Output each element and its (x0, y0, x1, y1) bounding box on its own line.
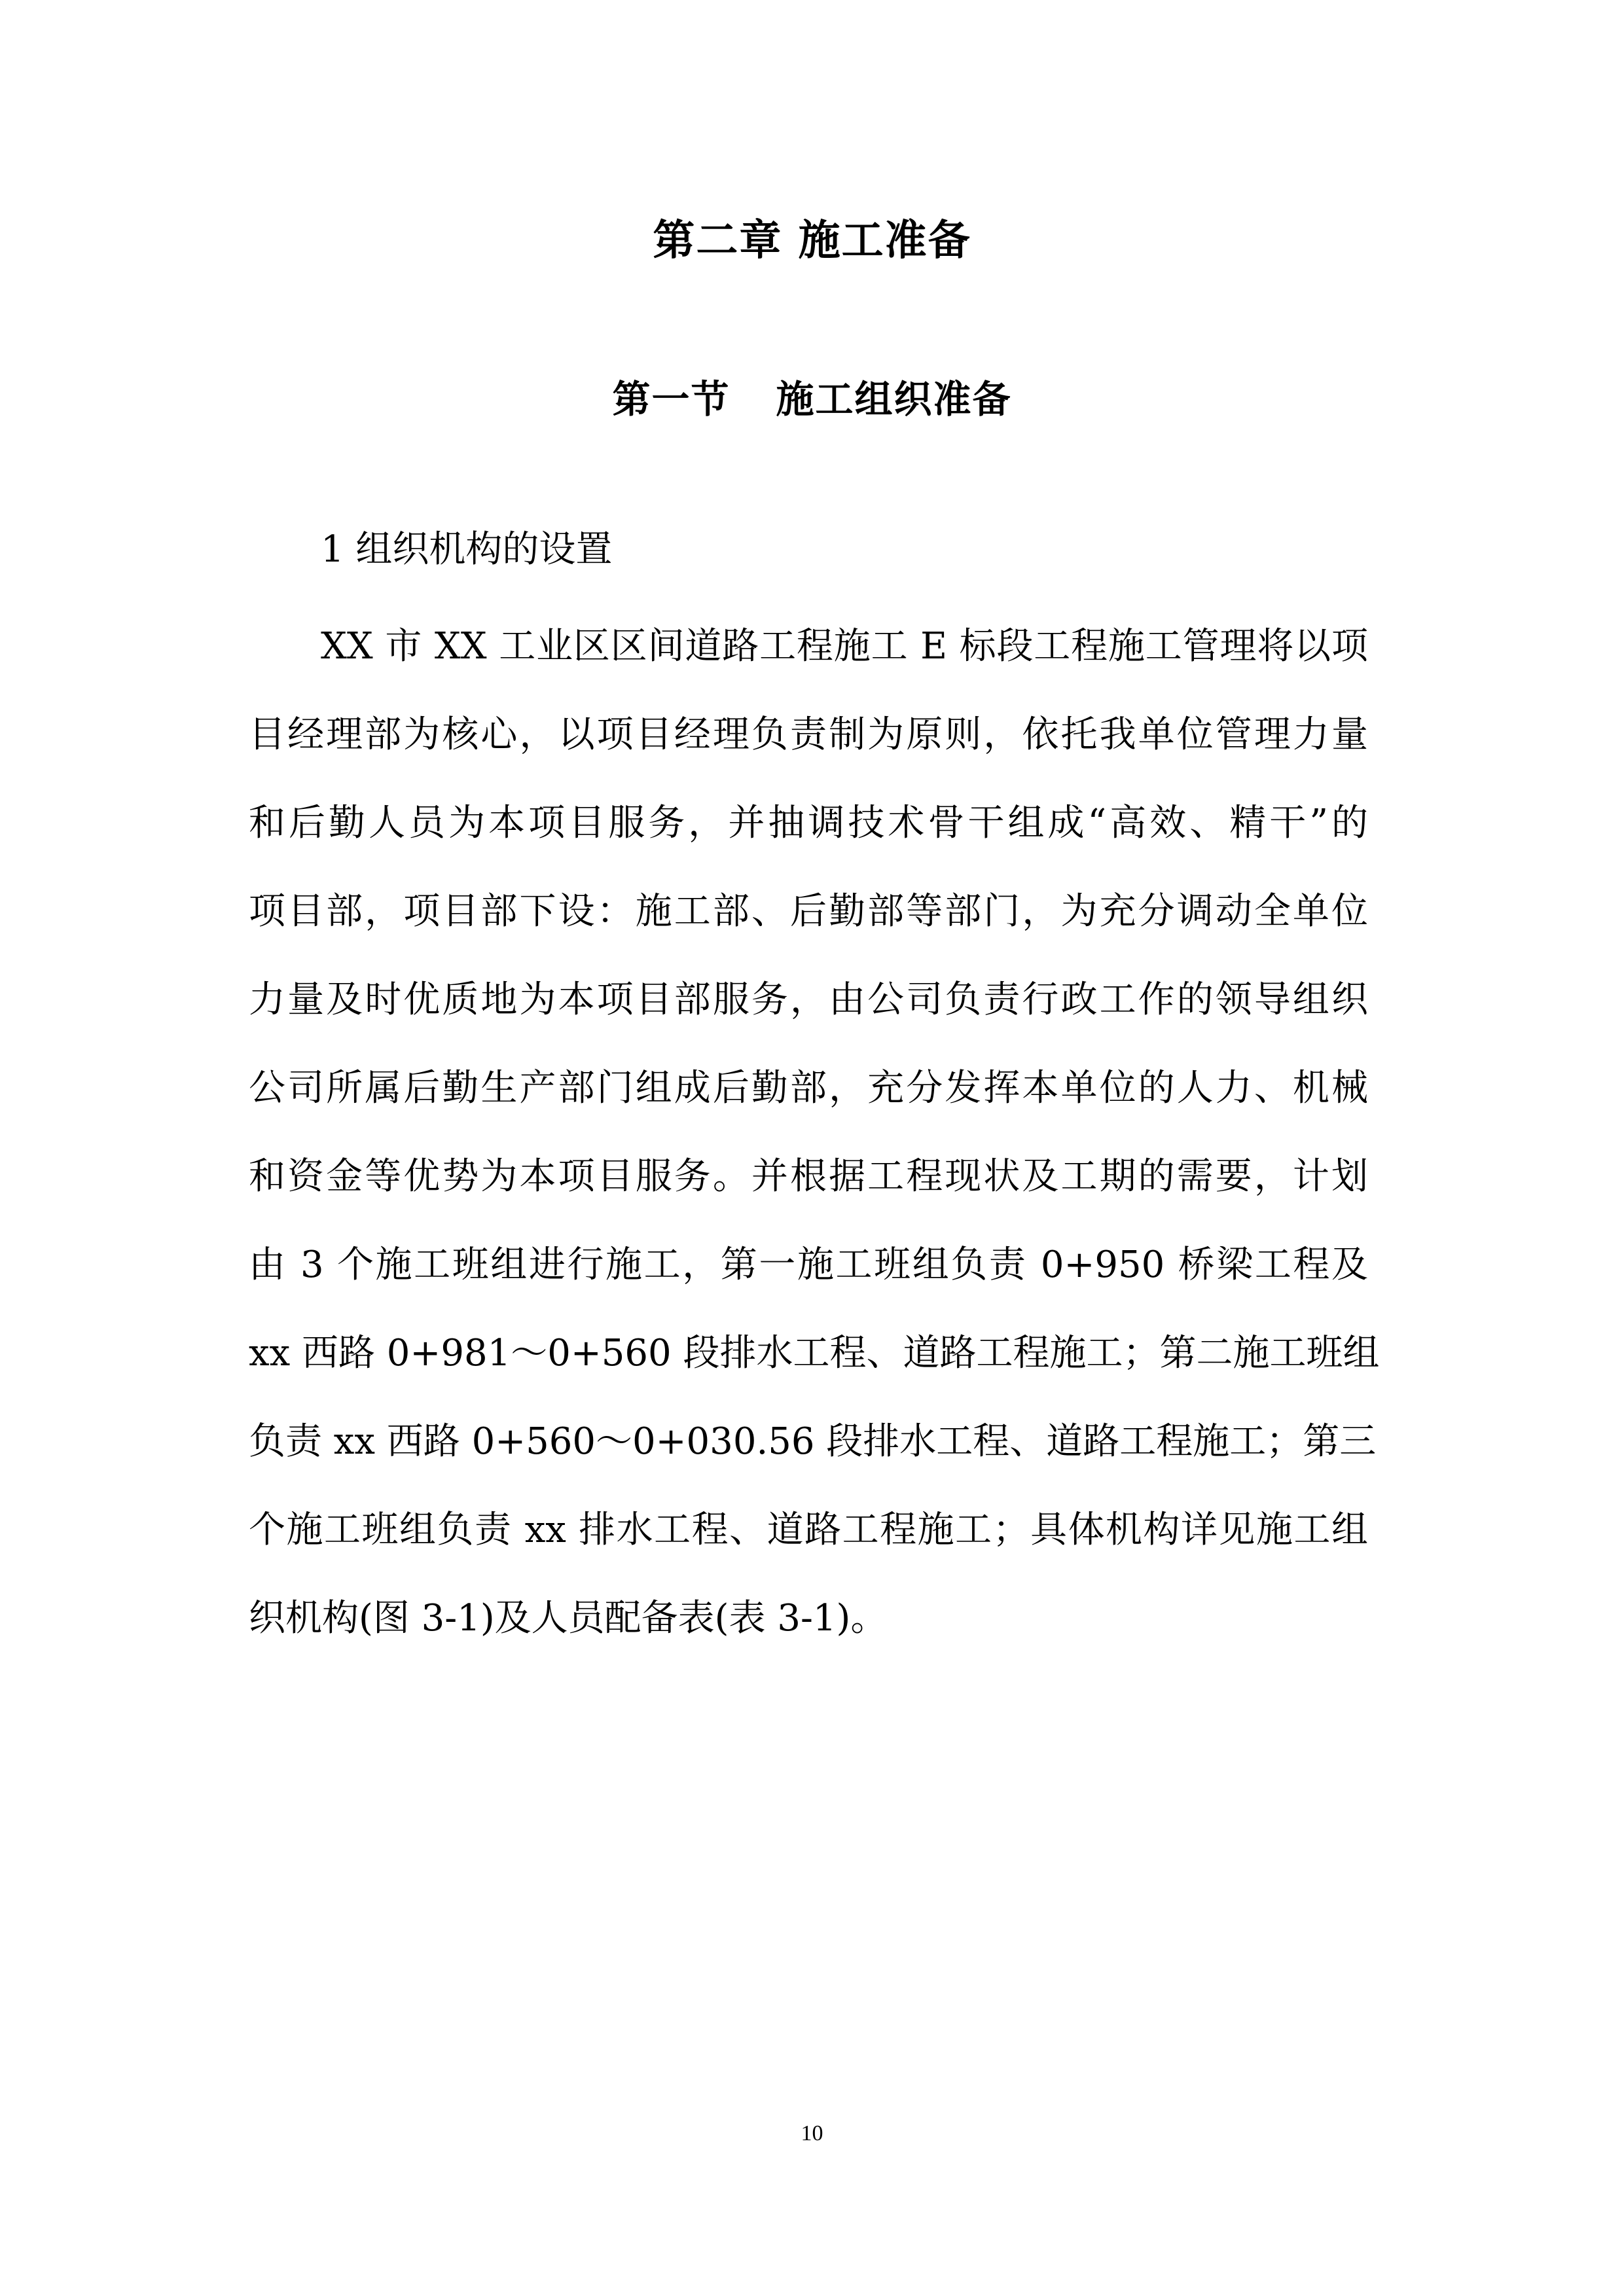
paragraph-line: XX 市 XX 工业区区间道路工程施工 E 标段工程施工管理将以项 (321, 625, 1368, 668)
section-title (0, 367, 1624, 432)
paragraph-line: 目经理部为核心，以项目经理负责制为原则，依托我单位管理力量 (249, 713, 1368, 756)
page-number: 10 (801, 2121, 823, 2145)
subsection-heading: 1 组织机构的设置 (321, 528, 613, 571)
paragraph-line: xx 西路 0+981～0+560 段排水工程、道路工程施工；第二施工班组 (249, 1332, 1380, 1374)
paragraph-line: 个施工班组负责 xx 排水工程、道路工程施工；具体机构详见施工组 (249, 1509, 1368, 1551)
paragraph-line: 和资金等优势为本项目服务。并根据工程现状及工期的需要，计划 (249, 1155, 1368, 1198)
chapter-title: 第二章 施工准备 (653, 217, 971, 265)
body-paragraph (249, 602, 1380, 1662)
paragraph-line: 项目部，项目部下设：施工部、后勤部等部门，为充分调动全单位 (249, 890, 1368, 933)
section-name: 施工组织准备 (776, 377, 1012, 422)
paragraph-line: 负责 xx 西路 0+560～0+030.56 段排水工程、道路工程施工；第三 (249, 1420, 1377, 1463)
section-number: 第一节 (612, 377, 731, 422)
paragraph-line: 和后勤人员为本项目服务，并抽调技术骨干组成“高效、精干”的 (249, 802, 1368, 844)
paragraph-line: 公司所属后勤生产部门组成后勤部，充分发挥本单位的人力、机械 (249, 1067, 1368, 1109)
paragraph-line: 织机构(图 3-1)及人员配备表(表 3-1)。 (249, 1597, 888, 1640)
paragraph-line: 由 3 个施工班组进行施工，第一施工班组负责 0+950 桥梁工程及 (249, 1244, 1368, 1286)
paragraph-line: 力量及时优质地为本项目部服务，由公司负责行政工作的领导组织 (249, 978, 1368, 1021)
